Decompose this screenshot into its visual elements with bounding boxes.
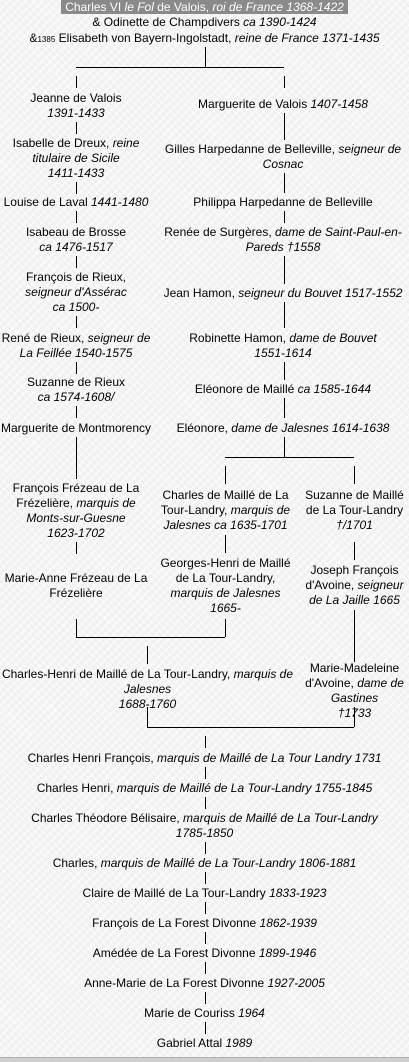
connector-line: [205, 932, 206, 944]
connector-line: [225, 619, 226, 637]
person-charles-henri: Charles Henri, marquis de Maillé de La Tour-Landry 1755-1845: [36, 781, 373, 795]
connector-line: [205, 842, 206, 854]
person-marguerite-de-valois: Marguerite de Valois 1407-1458: [198, 97, 368, 111]
person-georges-henri-de-maille: Georges-Henri de Maillé de La Tour-Landry, marquis de Jalesnes 1665-: [160, 556, 291, 615]
person-isabelle-de-dreux: Isabelle de Dreux, reine titulaire de Sicile 1411-1433: [12, 136, 140, 180]
connector-line: [284, 398, 285, 418]
connector-line: [76, 542, 77, 554]
person-eleonore-dame-de-jalesnes: Eléonore, dame de Jalesnes 1614-1638: [176, 421, 390, 435]
connector-line: [284, 173, 285, 193]
connector-line: [205, 1022, 206, 1034]
person-isabeau-de-brosse: Isabeau de Brosse ca 1476-1517: [25, 225, 127, 254]
person-rene-de-rieux: René de Rieux, seigneur de La Feillée 1540-1575: [1, 331, 151, 360]
connector-line: [284, 437, 285, 457]
person-joseph-francois-davoine: Joseph François d'Avoine, seigneur de La Jaille 1665: [305, 563, 404, 607]
person-marie-anne-frezeau: Marie-Anne Frézeau de La Frézelière: [4, 571, 148, 600]
connector-line: [225, 457, 354, 458]
person-philippa-harpedanne: Philippa Harpedanne de Belleville: [193, 195, 373, 209]
connector-line: [76, 182, 77, 194]
connector-line: [205, 872, 206, 884]
connector-line: [205, 767, 206, 779]
connector-line: [284, 211, 285, 223]
person-renee-de-surgeres: Renée de Surgères, dame de Saint-Paul-en-Pareds †1558: [164, 225, 402, 254]
connector-line: [205, 992, 206, 1004]
person-charles-henri-de-maille: Charles-Henri de Maillé de La Tour-Landry, marquis de Jalesnes 1688-1760: [1, 667, 294, 711]
connector-line: [76, 256, 77, 268]
connector-line: [225, 466, 226, 484]
connector-line: [147, 727, 354, 728]
bottom-edge: [0, 1057, 409, 1062]
person-marie-de-couriss: Marie de Couriss 1964: [144, 1006, 265, 1020]
connector-line: [354, 542, 355, 560]
spouse-elisabeth: &1385 Elisabeth von Bayern-Ingolstadt, reine de France 1371-1435: [29, 31, 380, 45]
connector-line: [147, 707, 148, 727]
connector-line: [76, 637, 225, 638]
person-eleonore-de-maille: Eléonore de Maillé ca 1585-1644: [194, 382, 372, 396]
connector-line: [225, 535, 226, 553]
person-jeanne-de-valois: Jeanne de Valois 1391-1433: [30, 91, 122, 120]
person-robinette-hamon: Robinette Hamon, dame de Bouvet 1551-1614: [189, 331, 377, 360]
connector-line: [147, 646, 148, 664]
person-suzanne-de-maille: Suzanne de Maillé de La Tour-Landry †/1701: [305, 488, 404, 532]
person-claire-de-maille: Claire de Maillé de La Tour-Landry 1833-1923: [82, 886, 327, 900]
connector-line: [76, 67, 284, 68]
spouse-odinette: & Odinette de Champdivers ca 1390-1424: [92, 15, 317, 29]
root-person-header: Charles VI le Fol de Valois, roi de France 1368-1422: [61, 0, 348, 14]
person-suzanne-de-rieux: Suzanne de Rieux ca 1574-1608/: [26, 375, 126, 404]
connector-line: [76, 437, 77, 479]
connector-line: [76, 76, 77, 88]
connector-line: [76, 122, 77, 134]
person-jean-hamon: Jean Hamon, seigneur du Bouvet 1517-1552: [163, 286, 403, 300]
connector-line: [76, 619, 77, 637]
connector-line: [205, 797, 206, 809]
person-gilles-harpedanne: Gilles Harpedanne de Belleville, seigneur de Cosnac: [164, 142, 402, 171]
person-amedee-de-la-forest-divonne: Amédée de La Forest Divonne 1899-1946: [92, 946, 317, 960]
person-gabriel-attal: Gabriel Attal 1989: [156, 1036, 253, 1050]
person-marie-madeleine-davoine: Marie-Madeleine d'Avoine, dame de Gastines †1733: [305, 661, 404, 720]
connector-line: [284, 256, 285, 284]
person-anne-marie-de-la-forest-divonne: Anne-Marie de La Forest Divonne 1927-2005: [84, 976, 325, 990]
connector-line: [284, 113, 285, 140]
connector-line: [354, 466, 355, 484]
connector-line: [354, 707, 355, 727]
connector-line: [76, 406, 77, 418]
person-francois-frezeau: François Frézeau de La Frézelière, marquis de Monts-sur-Guesne 1623-1702: [12, 481, 140, 540]
person-louise-de-laval: Louise de Laval 1441-1480: [3, 195, 149, 209]
connector-line: [354, 610, 355, 662]
connector-line: [76, 316, 77, 328]
person-marguerite-de-montmorency: Marguerite de Montmorency: [0, 421, 152, 435]
connector-line: [205, 962, 206, 974]
person-charles-de-maille: Charles de Maillé de La Tour-Landry, marquis de Jalesnes ca 1635-1701: [160, 488, 291, 532]
connector-line: [284, 76, 285, 88]
connector-line: [205, 902, 206, 914]
person-charles-henri-francois: Charles Henri François, marquis de Maillé de La Tour Landry 1731: [27, 751, 382, 765]
connector-line: [76, 362, 77, 374]
connector-line: [76, 211, 77, 223]
connector-line: [284, 302, 285, 328]
person-charles-theodore-belisaire: Charles Théodore Bélisaire, marquis de Maillé de La Tour-Landry 1785-1850: [31, 811, 378, 840]
person-charles-marquis: Charles, marquis de Maillé de La Tour-Landry 1806-1881: [52, 856, 357, 870]
person-francois-de-rieux: François de Rieux, seigneur d'Assérac ca 1500-: [25, 270, 127, 314]
connector-line: [205, 47, 206, 67]
connector-line: [205, 736, 206, 748]
connector-line: [284, 362, 285, 380]
person-francois-de-la-forest-divonne: François de La Forest Divonne 1862-1939: [92, 916, 317, 930]
